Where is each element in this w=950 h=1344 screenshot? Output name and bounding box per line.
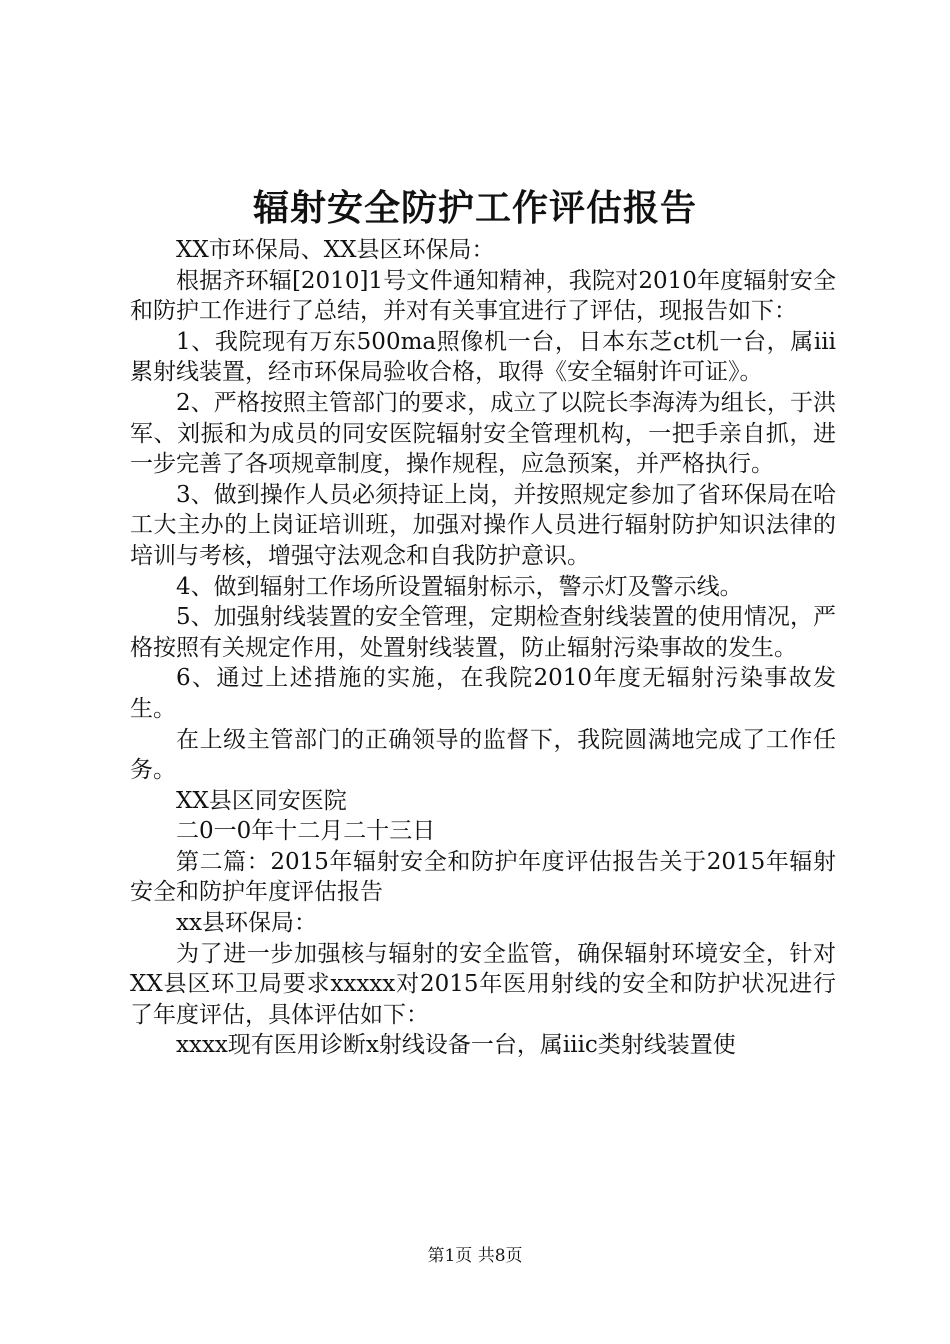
paragraph-second-salutation: xx县环保局： (176, 910, 317, 937)
paragraph-item-5: 5、加强射线装置的安全管理，定期检查射线装置的使用情况，严格按照有关规定作用，处置射线装置，防止辐射污染事故的发生。 (130, 604, 836, 661)
paragraph-item-4: 4、做到辐射工作场所设置辐射标示，警示灯及警示线。 (176, 573, 743, 600)
paragraph-salutation: XX市环保局、XX县区环保局： (176, 237, 495, 263)
paragraph-second-body: xxxx现有医用诊断x射线设备一台，属iiic类射线装置使 (176, 1032, 736, 1059)
paragraph-item-6: 6、通过上述措施的实施，在我院2010年度无辐射污染事故发生。 (130, 665, 836, 722)
paragraph-item-2: 2、严格按照主管部门的要求，成立了以院长李海涛为组长，于洪军、刘振和为成员的同安医院辐射安全管理机构，一把手亲自抓，进一步完善了各项规章制度，操作规程，应急预案，并严格执行。 (130, 389, 836, 478)
paragraph-intro: 根据齐环辐[2010]1号文件通知精神，我院对2010年度辐射安全和防护工作进行了总结，并对有关事宜进行了评估，现报告如下： (130, 267, 836, 325)
paragraph-item-1: 1、我院现有万东500ma照像机一台，日本东芝ct机一台，属iii累射线装置，经市环保局验收合格，取得《安全辐射许可证》。 (130, 328, 836, 386)
paragraph-item-3: 3、做到操作人员必须持证上岗，并按照规定参加了省环保局在哈工大主办的上岗证培训班，加强对操作人员进行辐射防护知识法律的培训与考核，增强守法观念和自我防护意识。 (130, 481, 836, 569)
document-body (130, 235, 836, 1061)
paragraph-second-title: 第二篇：2015年辐射安全和防护年度评估报告关于2015年辐射安全和防护年度评估报告 (130, 848, 836, 906)
paragraph-conclusion: 在上级主管部门的正确领导的监督下，我院圆满地完成了工作任务。 (130, 726, 836, 784)
page-footer: 第1页 共8页 (427, 1246, 523, 1266)
document-title: 辐射安全防护工作评估报告 (252, 187, 697, 229)
paragraph-signature: XX县区同安医院 (176, 787, 347, 814)
paragraph-date: 二0一0年十二月二十三日 (176, 818, 436, 845)
paragraph-second-intro: 为了进一步加强核与辐射的安全监管，确保辐射环境安全，针对XX县区环卫局要求xxxxx对2015年医用射线的安全和防护状况进行了年度评估，具体评估如下： (130, 940, 836, 1028)
